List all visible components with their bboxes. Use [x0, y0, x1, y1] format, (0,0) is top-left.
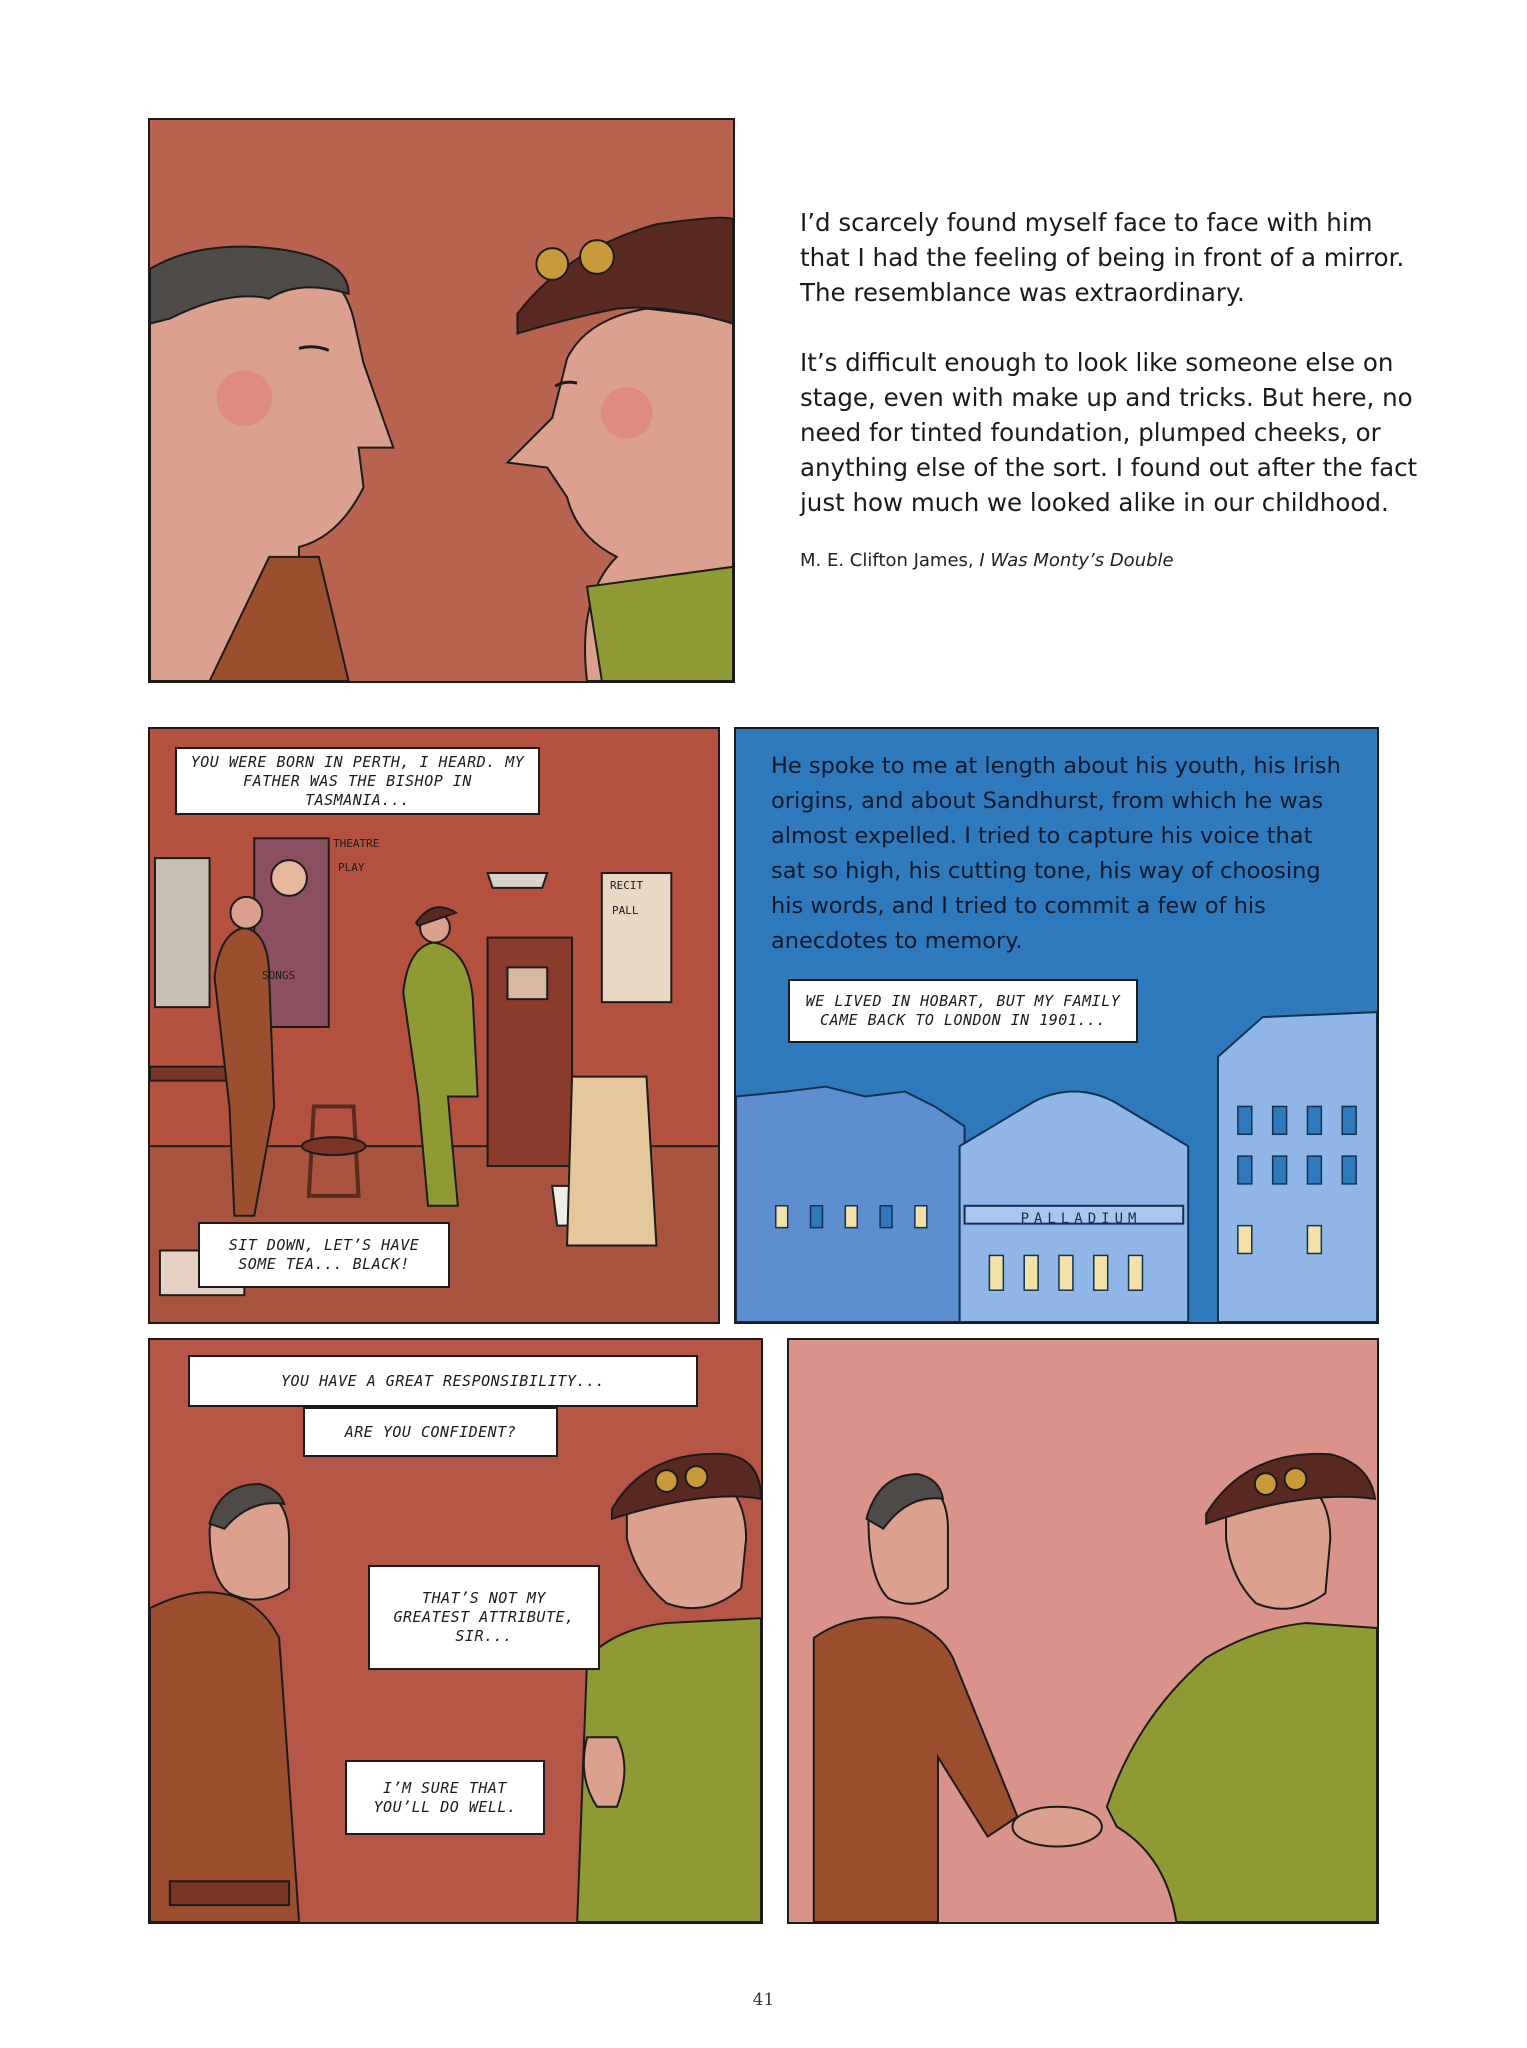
speech-bubble-confident: ARE YOU CONFIDENT? [303, 1407, 558, 1457]
page-number: 41 [752, 1990, 775, 2010]
attribution [800, 550, 1420, 571]
attribution-title: I Was Monty’s Double [979, 550, 1174, 571]
speech-bubble-responsibility: YOU HAVE A GREAT RESPONSIBILITY... [188, 1355, 698, 1407]
panel-palladium [734, 727, 1379, 1324]
speech-bubble-hobart: WE LIVED IN HOBART, BUT MY FAMILY CAME BACK TO LONDON IN 1901... [788, 979, 1138, 1043]
speech-bubble-tea: SIT DOWN, LET’S HAVE SOME TEA... BLACK! [198, 1222, 450, 1288]
poster-label-recital: RECIT [610, 879, 644, 892]
prose-paragraph-2: It’s difficult enough to look like someone else on stage, even with make up and tricks. But here, no need for tinted foundation, plumped cheeks, or anything else of the sort. I found out after the fact just how much we looked alike in our childhood. [800, 348, 1418, 517]
poster-label-theatre: THEATRE [333, 837, 380, 850]
panel-handshake [787, 1338, 1379, 1924]
poster-label-songs: SONGS [262, 969, 296, 982]
prose-block [800, 205, 1420, 555]
panel-faces [148, 118, 735, 683]
speech-bubble-perth: YOU WERE BORN IN PERTH, I HEARD. MY FATHER WAS THE BISHOP IN TASMANIA... [175, 747, 540, 815]
panel-conversation [148, 1338, 763, 1924]
prose-paragraph-1: I’d scarcely found myself face to face with him that I had the feeling of being in front of a mirror. The resemblance was extraordinary. [800, 208, 1405, 307]
speech-bubble-do-well: I’M SURE THAT YOU’LL DO WELL. [345, 1760, 545, 1835]
palladium-sign: PALLADIUM [1020, 1211, 1142, 1227]
poster-label-play: PLAY [338, 861, 365, 874]
handshake-illustration [789, 1340, 1377, 1922]
speech-bubble-attribute: THAT’S NOT MY GREATEST ATTRIBUTE, SIR... [368, 1565, 600, 1670]
faces-illustration [150, 120, 733, 681]
poster-label-pall: PALL [612, 904, 639, 917]
panel-dressing-room [148, 727, 720, 1324]
palladium-caption: He spoke to me at length about his youth, his Irish origins, and about Sandhurst, from which he was almost expelled. I tried to capture his voice that sat so high, his cutting tone, his way of choosing his words, and I tried to commit a few of his anecdotes to memory. [771, 753, 1341, 954]
attribution-author: M. E. Clifton James, [800, 550, 980, 571]
